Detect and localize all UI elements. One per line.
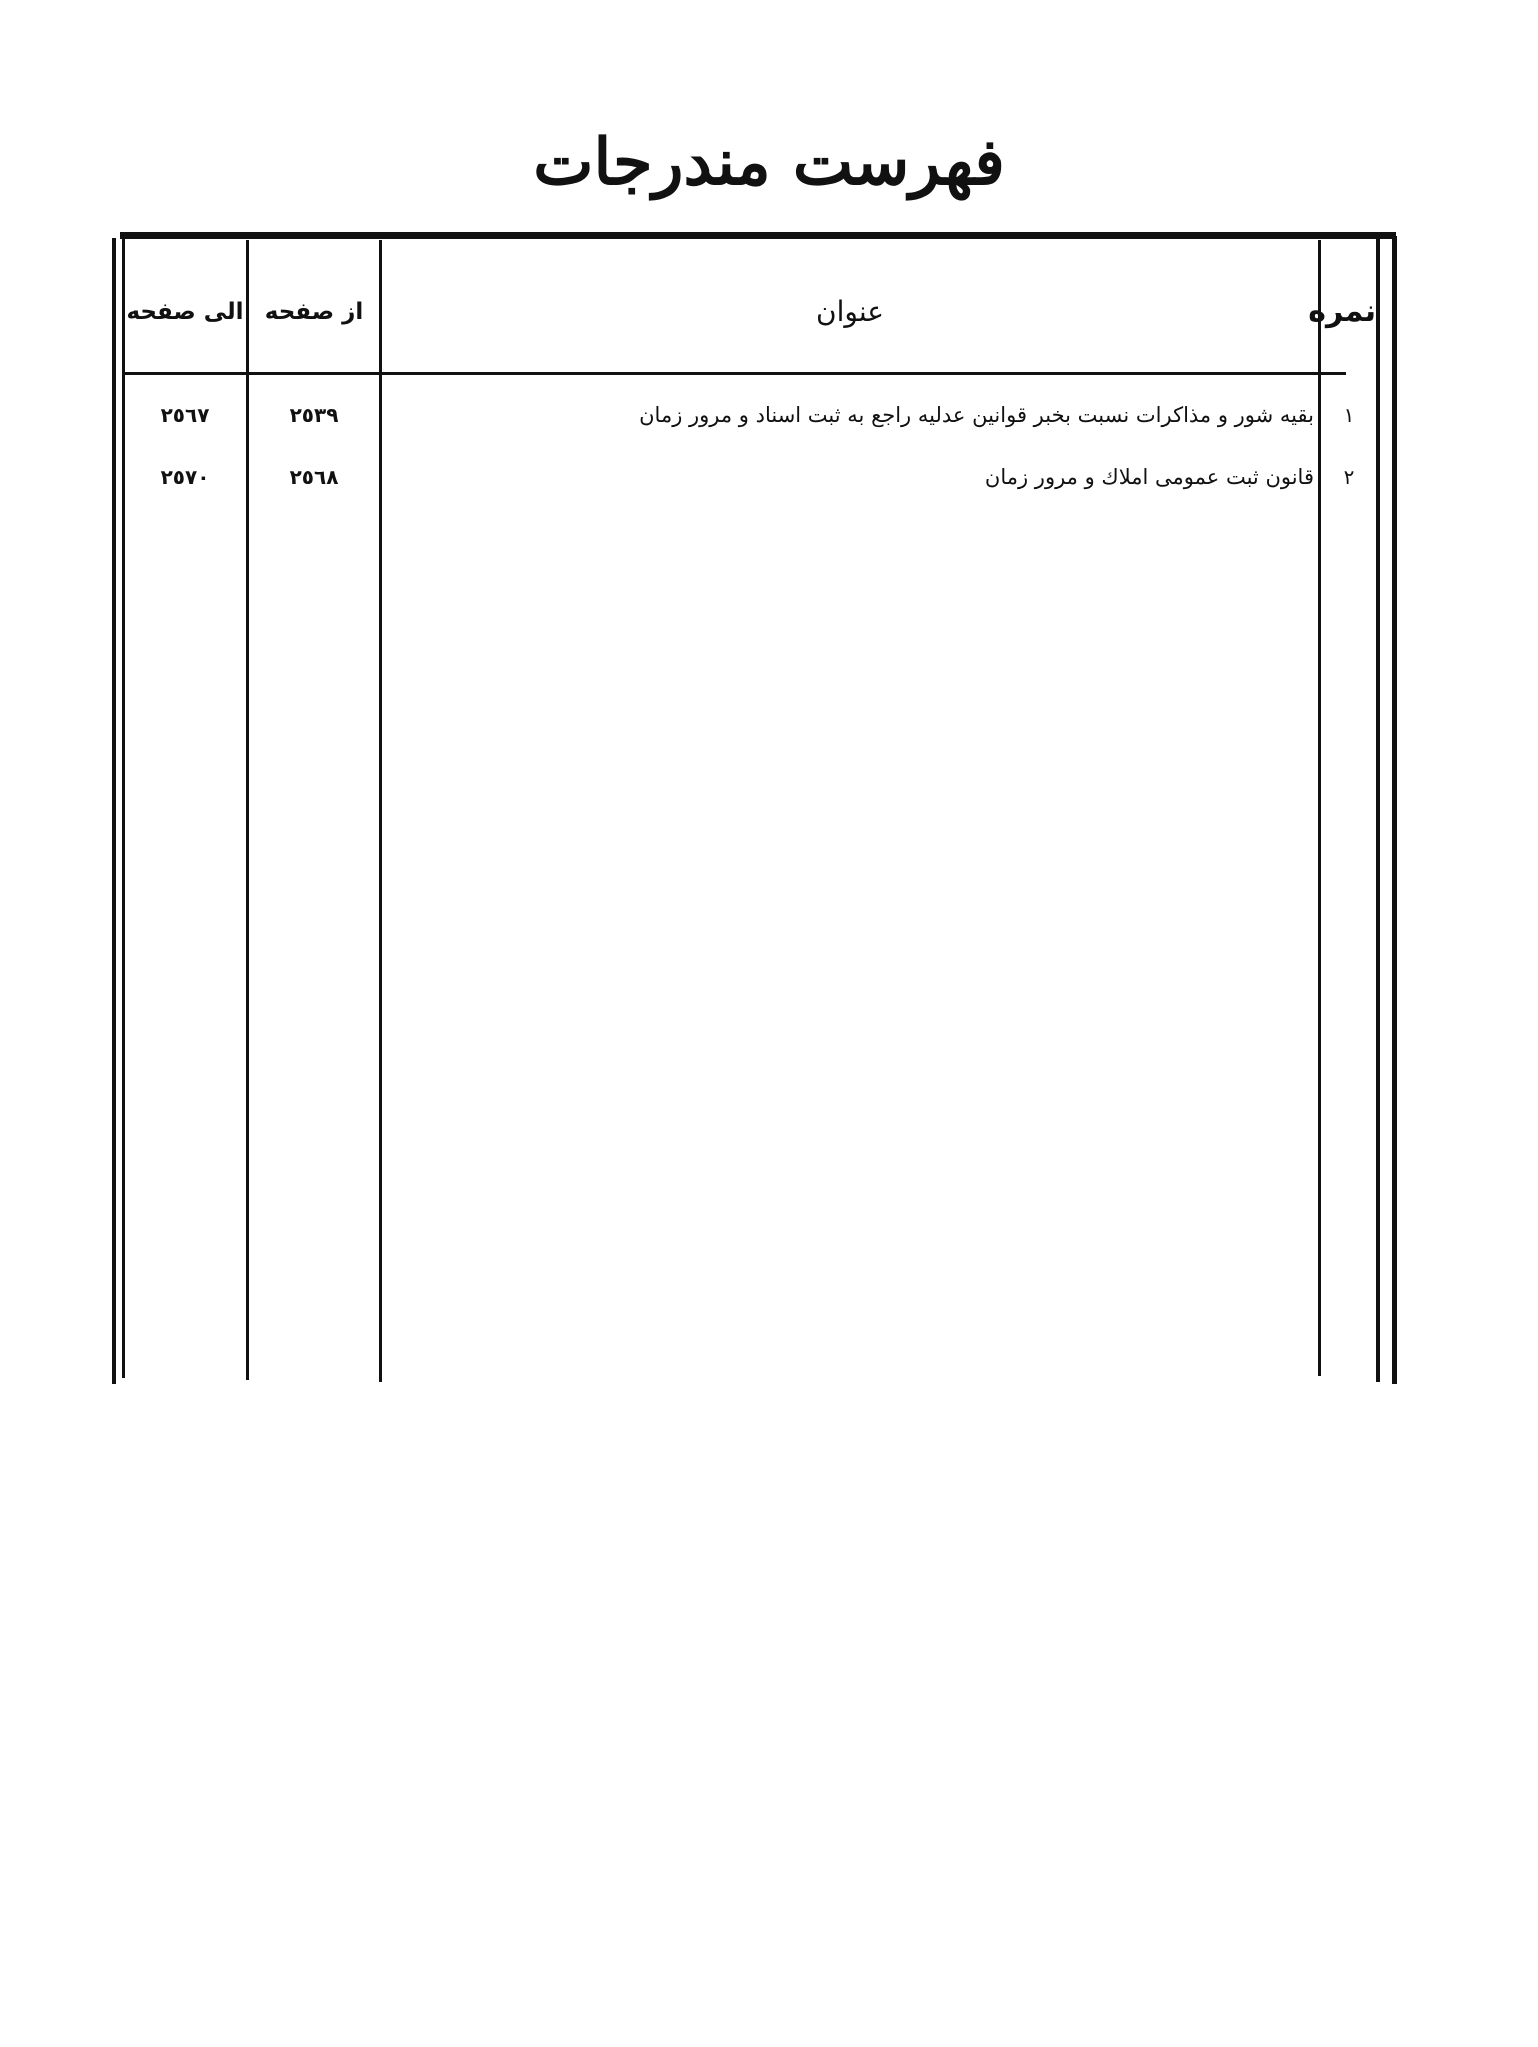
row-number: ٢ (1343, 465, 1355, 489)
header-from-page: از صفحه (264, 299, 364, 325)
page-title: فهرست مندرجات (533, 125, 1005, 200)
row-title: بقیه شور و مذاکرات نسبت بخبر قوانین عدلیه راجع به ثبت اسناد و مرور زمان (639, 403, 1314, 427)
header-divider (122, 372, 1346, 375)
table-row (112, 454, 1396, 500)
table-row (112, 392, 1396, 438)
row-from-page: ٢٥٦٨ (289, 465, 339, 489)
table-top-border (120, 232, 1396, 239)
header-title: عنوان (816, 295, 884, 328)
row-title: قانون ثبت عمومی املاك و مرور زمان (984, 465, 1314, 489)
row-to-page: ٢٥٦٧ (160, 403, 210, 427)
contents-table (112, 232, 1396, 1384)
row-number: ١ (1343, 403, 1355, 427)
row-from-page: ٢٥٣٩ (289, 403, 339, 427)
row-to-page: ٢٥٧٠ (160, 465, 210, 489)
header-number: نمره (1308, 294, 1376, 329)
header-to-page: الی صفحه (126, 299, 244, 325)
